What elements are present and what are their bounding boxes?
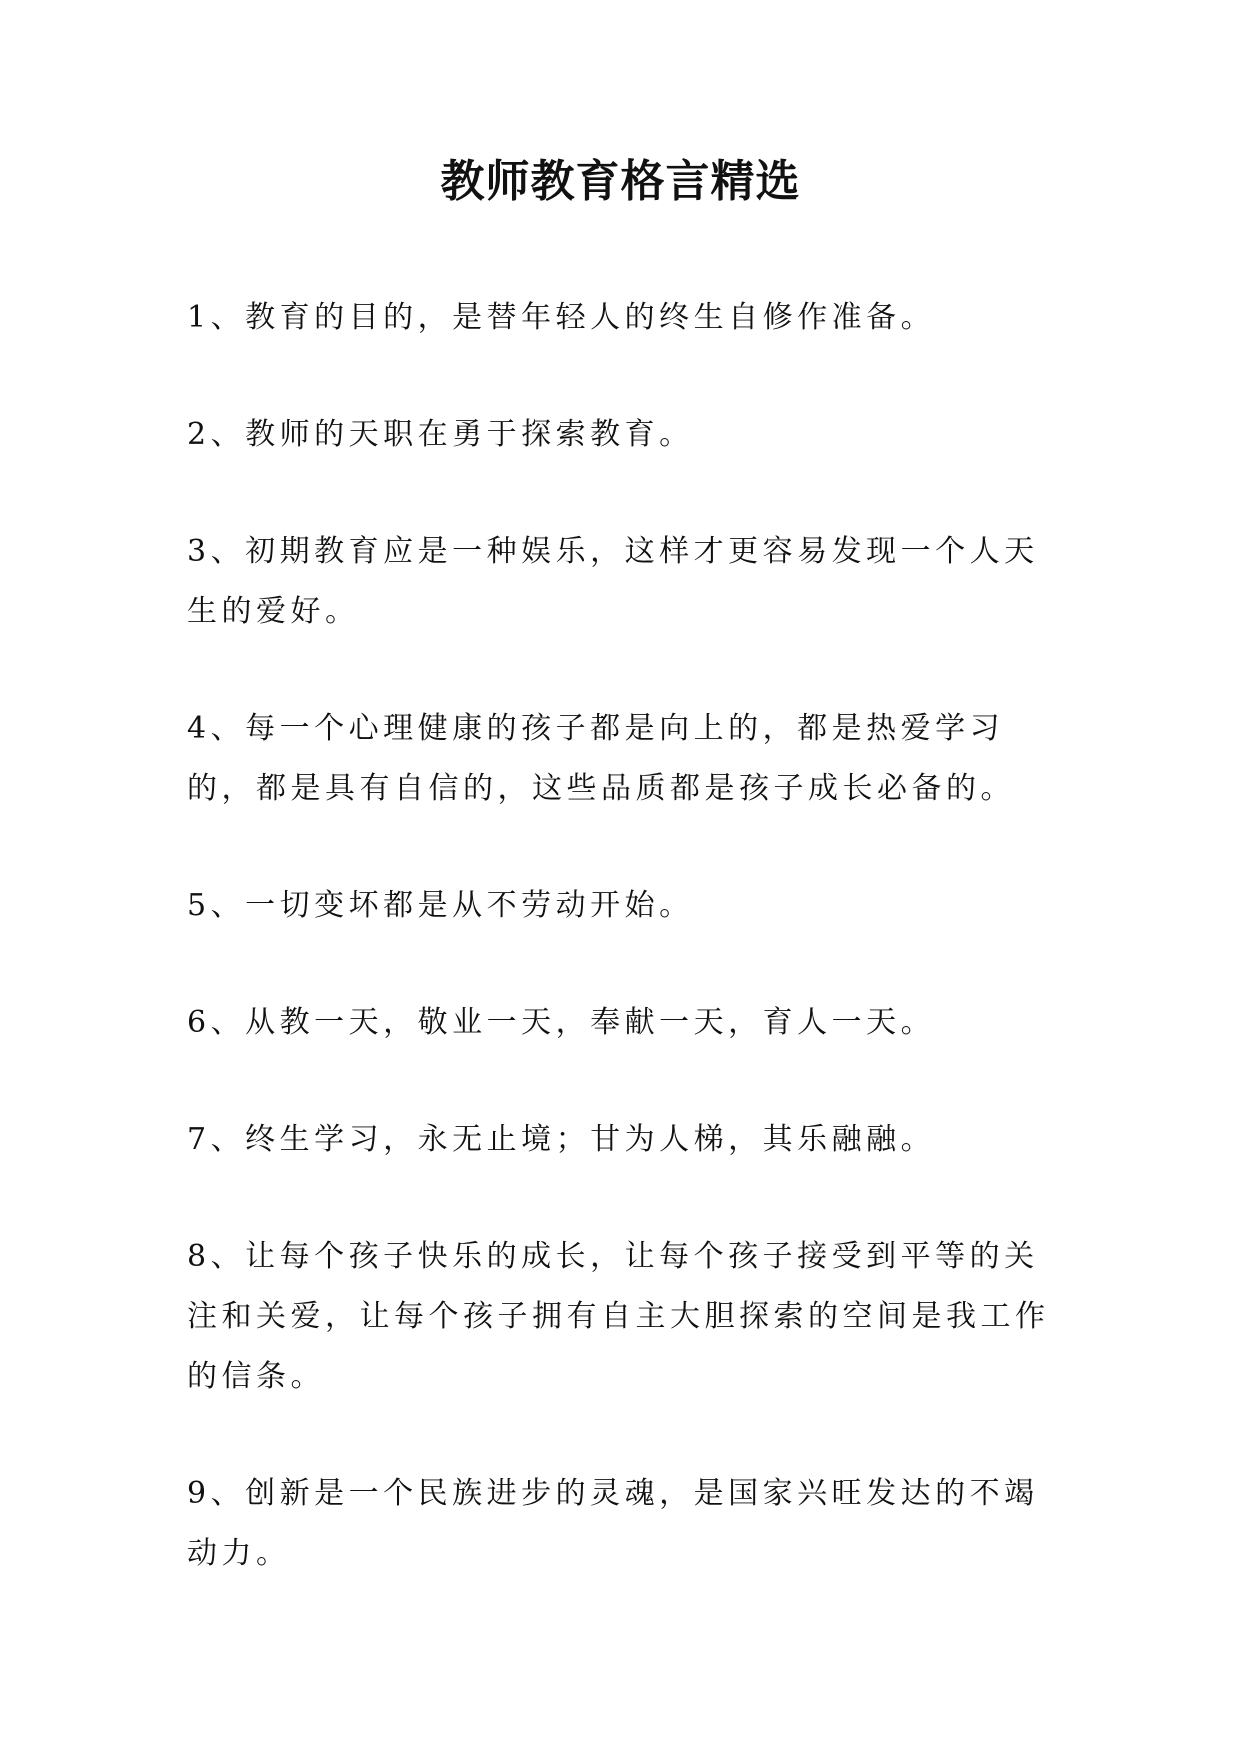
quote-item-9: 9、创新是一个民族进步的灵魂，是国家兴旺发达的不竭动力。 <box>187 1476 1039 1571</box>
quote-list <box>187 288 1057 1641</box>
quote-item-7: 7、终生学习，永无止境；甘为人梯，其乐融融。 <box>187 1122 936 1157</box>
quote-item-5: 5、一切变坏都是从不劳动开始。 <box>187 888 694 923</box>
quote-item-3: 3、初期教育应是一种娱乐，这样才更容易发现一个人天生的爱好。 <box>187 534 1039 629</box>
quote-item-1: 1、教育的目的，是替年轻人的终生自修作准备。 <box>187 300 936 335</box>
quote-item-4: 4、每一个心理健康的孩子都是向上的，都是热爱学习的，都是具有自信的，这些品质都是孩子成长必备的。 <box>187 711 1015 806</box>
quote-item-2: 2、教师的天职在勇于探索教育。 <box>187 417 694 452</box>
quote-item-6: 6、从教一天，敬业一天，奉献一天，育人一天。 <box>187 1005 936 1040</box>
quote-item-8: 8、让每个孩子快乐的成长，让每个孩子接受到平等的关注和关爱，让每个孩子拥有自主大胆探索的空间是我工作的信条。 <box>187 1239 1050 1394</box>
document-title: 教师教育格言精选 <box>440 156 801 207</box>
